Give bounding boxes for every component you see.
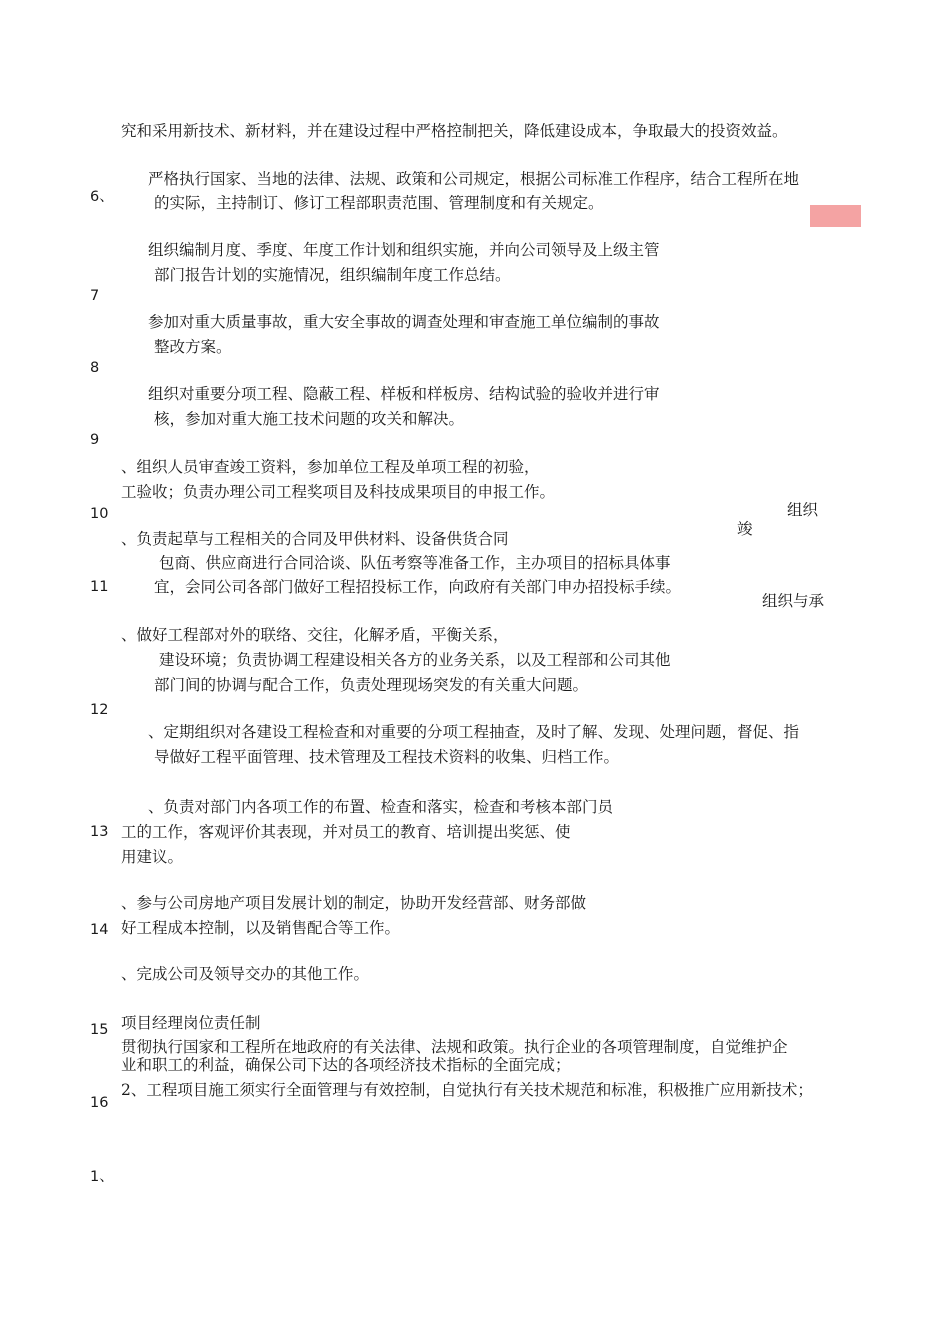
item-number: 12	[90, 702, 109, 718]
text-line: 2、工程项目施工须实行全面管理与有效控制，自觉执行有关技术规范和标准，积极推广应用新技术；	[121, 1081, 813, 1099]
text-line: 部门间的协调与配合工作，负责处理现场突发的有关重大问题。	[154, 676, 589, 694]
text-line: 包商、供应商进行合同洽谈、队伍考察等准备工作，主办项目的招标具体事	[159, 554, 671, 572]
text-line: 、负责起草与工程相关的合同及甲供材料、设备供货合同	[121, 530, 509, 548]
text-line: 、组织人员审查竣工资料，参加单位工程及单项工程的初验，	[121, 458, 540, 476]
item-number: 11	[90, 579, 109, 595]
item-number: 9	[90, 432, 100, 448]
item-number: 7	[90, 288, 100, 304]
text-line: 组织编制月度、季度、年度工作计划和组织实施，并向公司领导及上级主管	[148, 241, 660, 259]
side-fragment: 竣	[737, 520, 753, 538]
text-line: 工的工作，客观评价其表现，并对员工的教育、培训提出奖惩、使	[121, 823, 571, 841]
side-fragment: 组织	[787, 501, 819, 519]
item-number: 1、	[90, 1169, 114, 1185]
text-line: 核，参加对重大施工技术问题的攻关和解决。	[154, 410, 465, 428]
side-fragment: 组织与承	[762, 592, 825, 610]
text-line: 部门报告计划的实施情况，组织编制年度工作总结。	[154, 266, 511, 284]
text-line: 究和采用新技术、新材料，并在建设过程中严格控制把关，降低建设成本，争取最大的投资效益。	[121, 122, 788, 140]
item-number: 6、	[90, 189, 114, 205]
text-line: 业和职工的利益，确保公司下达的各项经济技术指标的全面完成；	[121, 1056, 571, 1074]
text-line: 贯彻执行国家和工程所在地政府的有关法律、法规和政策。执行企业的各项管理制度，自觉维护企	[121, 1038, 788, 1056]
highlight-mark	[810, 205, 861, 227]
text-line: 、做好工程部对外的联络、交往，化解矛盾，平衡关系，	[121, 626, 509, 644]
text-line: 、完成公司及领导交办的其他工作。	[121, 965, 370, 983]
item-number: 13	[90, 824, 109, 840]
text-line: 好工程成本控制，以及销售配合等工作。	[121, 919, 401, 937]
item-number: 10	[90, 506, 109, 522]
text-line: 宜，会同公司各部门做好工程招投标工作，向政府有关部门申办招投标手续。	[154, 578, 682, 596]
text-line: 整改方案。	[154, 338, 232, 356]
item-number: 16	[90, 1095, 109, 1111]
text-line: 导做好工程平面管理、技术管理及工程技术资料的收集、归档工作。	[154, 748, 620, 766]
text-line: 、负责对部门内各项工作的布置、检查和落实，检查和考核本部门员	[148, 798, 614, 816]
text-line: 建设环境；负责协调工程建设相关各方的业务关系，以及工程部和公司其他	[159, 651, 671, 669]
text-line: 的实际，主持制订、修订工程部职责范围、管理制度和有关规定。	[154, 194, 604, 212]
text-line: 工验收；负责办理公司工程奖项目及科技成果项目的申报工作。	[121, 483, 556, 501]
section-heading: 项目经理岗位责任制	[121, 1014, 261, 1032]
item-number: 15	[90, 1022, 109, 1038]
item-number: 8	[90, 360, 100, 376]
text-line: 、定期组织对各建设工程检查和对重要的分项工程抽查，及时了解、发现、处理问题，督促、指	[148, 723, 800, 741]
text-line: 严格执行国家、当地的法律、法规、政策和公司规定，根据公司标准工作程序，结合工程所在地	[148, 170, 800, 188]
text-line: 组织对重要分项工程、隐蔽工程、样板和样板房、结构试验的验收并进行审	[148, 385, 660, 403]
text-line: 参加对重大质量事故，重大安全事故的调查处理和审查施工单位编制的事故	[148, 313, 660, 331]
text-line: 、参与公司房地产项目发展计划的制定，协助开发经营部、财务部做	[121, 894, 587, 912]
text-line: 用建议。	[121, 848, 184, 866]
item-number: 14	[90, 922, 109, 938]
